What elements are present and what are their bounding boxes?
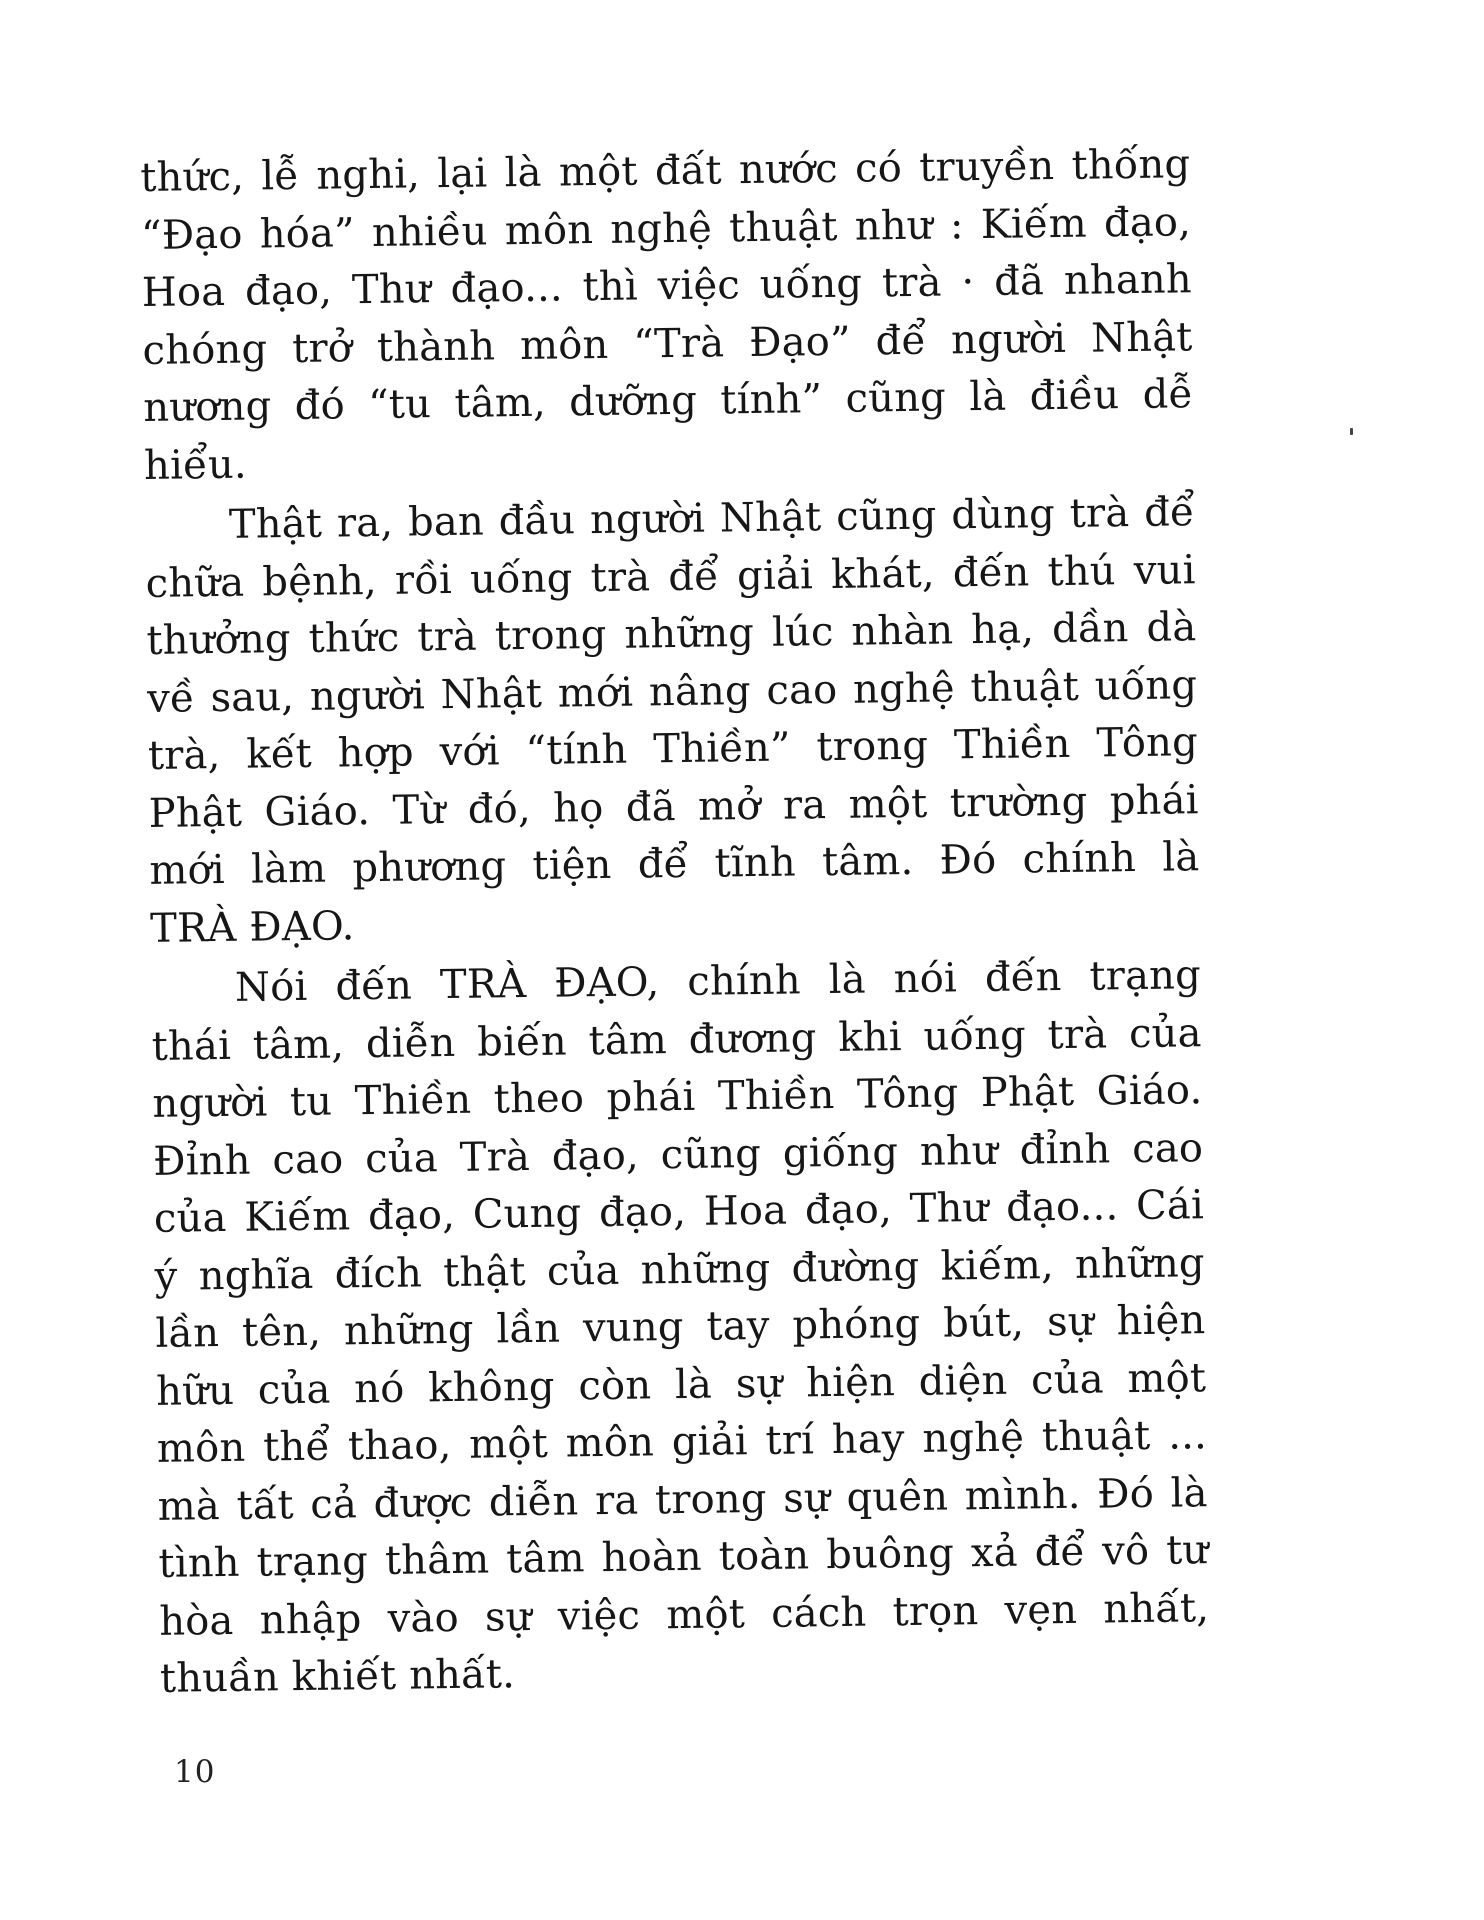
text-line: Hoa đạo, Thư đạo... thì việc uống trà · đã nhanh [141,256,1193,316]
text-line: hiểu. [143,441,248,489]
text-line: trà, kết hợp với “tính Thiền” trong Thiền Tông [147,719,1199,779]
text-line: “Đạo hóa” nhiều môn nghệ thuật như : Kiếm đạo, [140,198,1192,259]
text-line: chữa bệnh, rồi uống trà để giải khát, đến thú vui [145,546,1196,607]
text-line: hữu của nó không còn là sự hiện diện của một [155,1354,1207,1415]
scan-speck [1350,428,1353,435]
text-line: thức, lễ nghi, lại là một đất nước có truyền thống [140,141,1191,201]
body-text [140,136,1210,1711]
text-line: người tu Thiền theo phái Thiền Tông Phật Giáo. [152,1067,1203,1127]
text-line: chóng trở thành môn “Trà Đạo” để người Nhật [142,313,1193,374]
text-line: nương đó “tu tâm, dưỡng tính” cũng là điều dễ [143,371,1194,431]
paragraph-1 [140,136,1194,495]
text-line: ý nghĩa đích thật của những đường kiếm, những [154,1239,1205,1300]
text-line: hòa nhập vào sự việc một cách trọn vẹn nhất, [158,1584,1210,1645]
text-line: Nói đến TRÀ ĐẠO, chính là nói đến trạng [234,952,1202,1011]
text-line: TRÀ ĐẠO. [149,902,355,952]
text-line: môn thể thao, một môn giải trí hay nghệ thuật ... [156,1412,1208,1472]
text-line: Phật Giáo. Từ đó, họ đã mở ra một trường phái [148,776,1199,837]
paragraph-3 [151,947,1211,1708]
page-number: 10 [174,1754,216,1790]
text-line: Thật ra, ban đầu người Nhật cũng dùng trà để [228,489,1196,548]
text-line: thưởng thức trà trong những lúc nhàn hạ, dần dà [146,604,1197,664]
text-line: về sau, người Nhật mới nâng cao nghệ thuật uống [146,661,1198,722]
text-line: tình trạng thâm tâm hoàn toàn buông xả để vô tư [158,1527,1209,1587]
text-line: Đỉnh cao của Trà đạo, cũng giống như đỉnh cao [152,1124,1204,1185]
text-line: mới làm phương tiện để tĩnh tâm. Đó chính là [149,834,1200,894]
text-line: lần tên, những lần vung tay phóng bút, sự hiện [155,1297,1206,1357]
text-line: mà tất cả được diễn ra trong sự quên mình. Đó là [157,1469,1208,1530]
paragraph-2 [145,484,1201,958]
text-line: thuần khiết nhất. [159,1651,516,1702]
text-line: của Kiếm đạo, Cung đạo, Hoa đạo, Thư đạo... Cái [153,1182,1205,1242]
text-line: thái tâm, diễn biến tâm đương khi uống trà của [151,1009,1202,1070]
